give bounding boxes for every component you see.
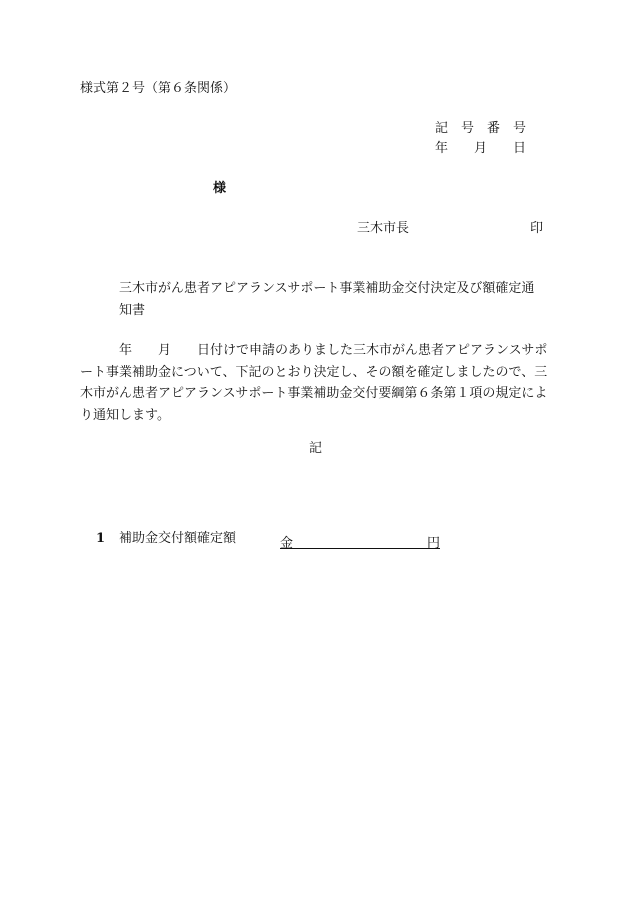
ki-label: 記 [309, 441, 323, 456]
date-label: 年 月 日 [435, 141, 527, 156]
form-label: 様式第２号（第６条関係） [80, 81, 237, 96]
issuer-name: 三木市長 [357, 221, 410, 236]
addressee-honorific: 様 [213, 181, 227, 196]
amount-field [280, 532, 440, 549]
amount-prefix: 金 [280, 536, 294, 551]
item-label: 補助金交付額確定額 [119, 531, 237, 546]
seal-mark: 印 [530, 221, 544, 236]
document-title: 三木市がん患者アピアランスサポート事業補助金交付決定及び額確定通知書 [119, 281, 535, 318]
body-paragraph: 年 月 日付けで申請のありました三木市がん患者アピアランスサポート事業補助金について、下記のとおり決定し、その額を確定しましたので、三木市がん患者アピアランスサポート事業補助金交付要綱第６条第１項の規定により通知します。 [80, 343, 548, 423]
record-number-label: 記 号 番 号 [435, 121, 527, 136]
amount-suffix: 円 [426, 536, 440, 551]
item-number: 1 [96, 531, 106, 546]
